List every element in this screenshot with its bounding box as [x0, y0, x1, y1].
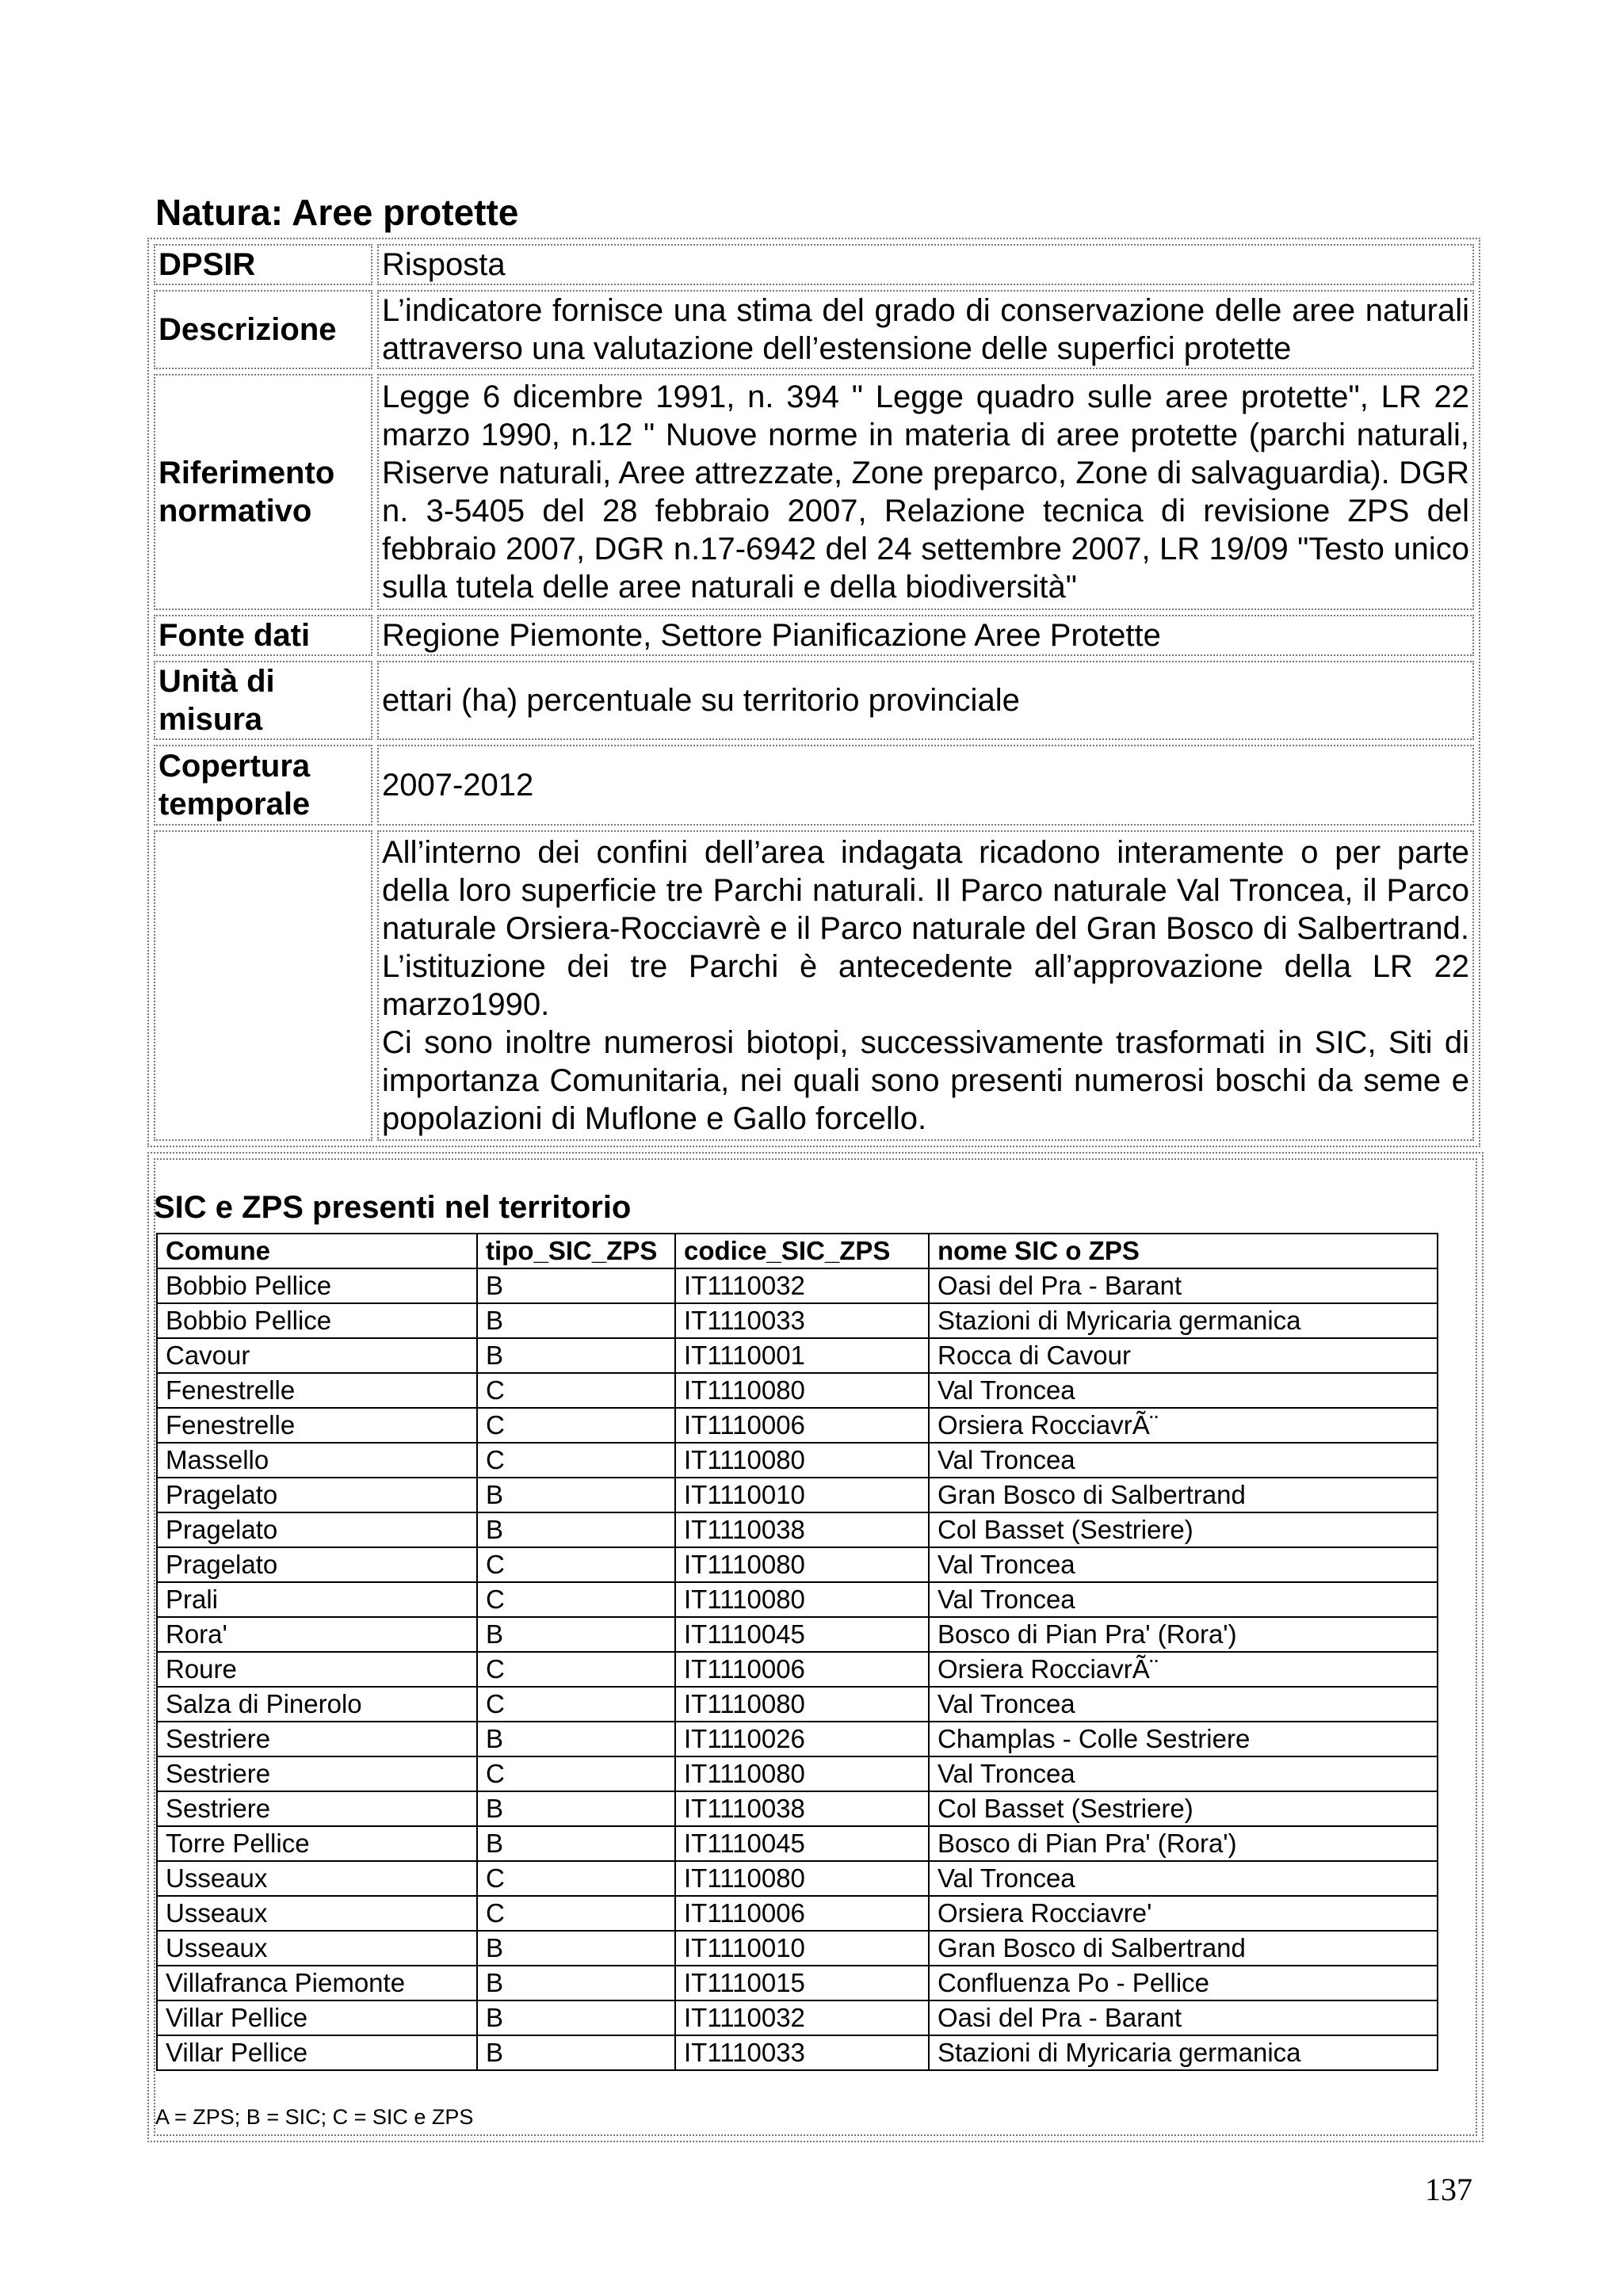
cell-tipo: C	[477, 1373, 675, 1408]
cell-nome: Col Basset (Sestriere)	[929, 1791, 1438, 1826]
sic-zps-table	[156, 1233, 1438, 2071]
cell-comune: Cavour	[157, 1338, 477, 1373]
info-row-fonte-dati	[154, 615, 1474, 656]
cell-codice: IT1110080	[675, 1582, 929, 1617]
info-row-unita-di-misura	[154, 661, 1474, 740]
info-row-descrizione	[154, 290, 1474, 369]
cell-nome: Val Troncea	[929, 1756, 1438, 1791]
table-row	[157, 1547, 1438, 1582]
table-row	[157, 2035, 1438, 2070]
cell-comune: Usseaux	[157, 1896, 477, 1931]
table-row	[157, 1582, 1438, 1617]
cell-tipo: C	[477, 1687, 675, 1722]
cell-tipo: C	[477, 1547, 675, 1582]
info-value: Legge 6 dicembre 1991, n. 394 " Legge quadro sulle aree protette", LR 22 marzo 1990, n.12 " Nuove norme in materia di aree protette (parchi naturali, Riserve naturali, Aree attrezzate, Zone preparco, Zone di salvaguardia). DGR n. 3-5405 del 28 febbraio 2007, Relazione tecnica di revisione ZPS del febbraio 2007, DGR n.17-6942 del 24 settembre 2007, LR 19/09 "Testo unico sulla tutela delle aree naturali e della biodiversità"	[377, 374, 1474, 610]
table-row	[157, 1791, 1438, 1826]
cell-comune: Villar Pellice	[157, 2000, 477, 2035]
cell-nome: Orsiera RocciavrÃ¨	[929, 1652, 1438, 1687]
cell-comune: Roure	[157, 1652, 477, 1687]
info-value: L’indicatore fornisce una stima del grado di conservazione delle aree naturali attraverso una valutazione dell’estensione delle superfici protette	[377, 290, 1474, 369]
cell-tipo: C	[477, 1756, 675, 1791]
cell-codice: IT1110080	[675, 1687, 929, 1722]
cell-codice: IT1110038	[675, 1791, 929, 1826]
cell-nome: Orsiera Rocciavre'	[929, 1896, 1438, 1931]
cell-codice: IT1110032	[675, 1268, 929, 1303]
cell-tipo: B	[477, 1512, 675, 1547]
cell-comune: Massello	[157, 1443, 477, 1478]
cell-codice: IT1110045	[675, 1617, 929, 1652]
table-row	[157, 1687, 1438, 1722]
cell-tipo: B	[477, 1617, 675, 1652]
cell-tipo: B	[477, 1826, 675, 1861]
info-label: Descrizione	[154, 290, 372, 369]
page-number: 137	[1425, 2172, 1472, 2207]
cell-tipo: B	[477, 1303, 675, 1338]
cell-comune: Pragelato	[157, 1547, 477, 1582]
cell-comune: Torre Pellice	[157, 1826, 477, 1861]
page-title: Natura: Aree protette	[155, 192, 519, 233]
info-row-dpsir	[154, 244, 1474, 285]
cell-comune: Pragelato	[157, 1512, 477, 1547]
cell-nome: Oasi del Pra - Barant	[929, 2000, 1438, 2035]
table-row	[157, 1373, 1438, 1408]
cell-codice: IT1110015	[675, 1966, 929, 2000]
table-row	[157, 1303, 1438, 1338]
cell-nome: Bosco di Pian Pra' (Rora')	[929, 1617, 1438, 1652]
table-row	[157, 1338, 1438, 1373]
cell-nome: Stazioni di Myricaria germanica	[929, 1303, 1438, 1338]
cell-comune: Usseaux	[157, 1861, 477, 1896]
cell-codice: IT1110006	[675, 1652, 929, 1687]
cell-tipo: C	[477, 1408, 675, 1443]
sic-legend: A = ZPS; B = SIC; C = SIC e ZPS	[155, 2105, 474, 2129]
cell-comune: Sestriere	[157, 1722, 477, 1756]
table-row	[157, 1931, 1438, 1966]
cell-comune: Sestriere	[157, 1791, 477, 1826]
cell-comune: Salza di Pinerolo	[157, 1687, 477, 1722]
table-row	[157, 1617, 1438, 1652]
cell-comune: Usseaux	[157, 1931, 477, 1966]
cell-codice: IT1110010	[675, 1931, 929, 1966]
cell-comune: Prali	[157, 1582, 477, 1617]
info-value: Risposta	[377, 244, 1474, 285]
cell-comune: Villafranca Piemonte	[157, 1966, 477, 2000]
cell-nome: Confluenza Po - Pellice	[929, 1966, 1438, 2000]
col-codice: codice_SIC_ZPS	[675, 1234, 929, 1268]
table-row	[157, 1966, 1438, 2000]
info-value: All’interno dei confini dell’area indagata ricadono interamente o per parte della loro superficie tre Parchi naturali. Il Parco naturale Val Troncea, il Parco naturale Orsiera-Rocciavrè e il Parco naturale del Gran Bosco di Salbertrand. L’istituzione dei tre Parchi è antecedente all’approvazione della LR 22 marzo1990. Ci sono inoltre numerosi biotopi, successivamente trasformati in SIC, Siti di importanza Comunitaria, nei quali sono presenti numerosi boschi da seme e popolazioni di Muflone e Gallo forcello.	[377, 830, 1474, 1141]
table-row	[157, 1408, 1438, 1443]
cell-tipo: C	[477, 1896, 675, 1931]
cell-codice: IT1110080	[675, 1443, 929, 1478]
cell-comune: Bobbio Pellice	[157, 1268, 477, 1303]
cell-tipo: B	[477, 2035, 675, 2070]
cell-tipo: C	[477, 1652, 675, 1687]
info-row-copertura-temporale	[154, 745, 1474, 826]
info-row-riferimento-normativo	[154, 374, 1474, 610]
table-row	[157, 2000, 1438, 2035]
cell-tipo: B	[477, 1791, 675, 1826]
cell-codice: IT1110038	[675, 1512, 929, 1547]
cell-codice: IT1110026	[675, 1722, 929, 1756]
table-row	[157, 1861, 1438, 1896]
cell-nome: Stazioni di Myricaria germanica	[929, 2035, 1438, 2070]
info-label: DPSIR	[154, 244, 372, 285]
cell-nome: Val Troncea	[929, 1861, 1438, 1896]
cell-tipo: B	[477, 1268, 675, 1303]
cell-nome: Col Basset (Sestriere)	[929, 1512, 1438, 1547]
col-nome: nome SIC o ZPS	[929, 1234, 1438, 1268]
col-comune: Comune	[157, 1234, 477, 1268]
cell-tipo: B	[477, 1931, 675, 1966]
cell-nome: Oasi del Pra - Barant	[929, 1268, 1438, 1303]
cell-codice: IT1110080	[675, 1547, 929, 1582]
cell-tipo: B	[477, 1478, 675, 1512]
table-row	[157, 1443, 1438, 1478]
cell-comune: Rora'	[157, 1617, 477, 1652]
cell-nome: Bosco di Pian Pra' (Rora')	[929, 1826, 1438, 1861]
info-label: Unità di misura	[154, 661, 372, 740]
cell-tipo: B	[477, 1722, 675, 1756]
info-label: Fonte dati	[154, 615, 372, 656]
cell-codice: IT1110080	[675, 1373, 929, 1408]
cell-nome: Val Troncea	[929, 1443, 1438, 1478]
info-row-note	[154, 830, 1474, 1141]
cell-codice: IT1110010	[675, 1478, 929, 1512]
cell-nome: Val Troncea	[929, 1373, 1438, 1408]
table-row	[157, 1896, 1438, 1931]
indicator-info-table	[147, 238, 1480, 1147]
cell-nome: Val Troncea	[929, 1687, 1438, 1722]
info-label: Riferimento normativo	[154, 374, 372, 610]
cell-tipo: B	[477, 1338, 675, 1373]
cell-comune: Bobbio Pellice	[157, 1303, 477, 1338]
cell-codice: IT1110006	[675, 1896, 929, 1931]
cell-codice: IT1110001	[675, 1338, 929, 1373]
cell-nome: Orsiera RocciavrÃ¨	[929, 1408, 1438, 1443]
info-value: ettari (ha) percentuale su territorio provinciale	[377, 661, 1474, 740]
info-label: Copertura temporale	[154, 745, 372, 826]
cell-codice: IT1110006	[675, 1408, 929, 1443]
cell-comune: Pragelato	[157, 1478, 477, 1512]
table-row	[157, 1512, 1438, 1547]
cell-nome: Val Troncea	[929, 1547, 1438, 1582]
cell-tipo: B	[477, 2000, 675, 2035]
sic-section-title: SIC e ZPS presenti nel territorio	[154, 1190, 632, 1225]
table-row	[157, 1756, 1438, 1791]
cell-codice: IT1110033	[675, 1303, 929, 1338]
cell-codice: IT1110045	[675, 1826, 929, 1861]
cell-tipo: C	[477, 1861, 675, 1896]
info-value: Regione Piemonte, Settore Pianificazione Aree Protette	[377, 615, 1474, 656]
cell-tipo: C	[477, 1443, 675, 1478]
cell-nome: Gran Bosco di Salbertrand	[929, 1478, 1438, 1512]
table-row	[157, 1478, 1438, 1512]
cell-comune: Sestriere	[157, 1756, 477, 1791]
info-value: 2007-2012	[377, 745, 1474, 826]
cell-comune: Fenestrelle	[157, 1373, 477, 1408]
cell-codice: IT1110080	[675, 1861, 929, 1896]
sic-header-row	[157, 1234, 1438, 1268]
cell-nome: Champlas - Colle Sestriere	[929, 1722, 1438, 1756]
cell-codice: IT1110080	[675, 1756, 929, 1791]
table-row	[157, 1722, 1438, 1756]
cell-codice: IT1110032	[675, 2000, 929, 2035]
table-row	[157, 1826, 1438, 1861]
table-row	[157, 1268, 1438, 1303]
cell-nome: Rocca di Cavour	[929, 1338, 1438, 1373]
cell-codice: IT1110033	[675, 2035, 929, 2070]
cell-comune: Villar Pellice	[157, 2035, 477, 2070]
cell-nome: Gran Bosco di Salbertrand	[929, 1931, 1438, 1966]
cell-comune: Fenestrelle	[157, 1408, 477, 1443]
cell-tipo: B	[477, 1966, 675, 2000]
col-tipo: tipo_SIC_ZPS	[477, 1234, 675, 1268]
table-row	[157, 1652, 1438, 1687]
cell-nome: Val Troncea	[929, 1582, 1438, 1617]
cell-tipo: C	[477, 1582, 675, 1617]
info-label	[154, 830, 372, 1141]
